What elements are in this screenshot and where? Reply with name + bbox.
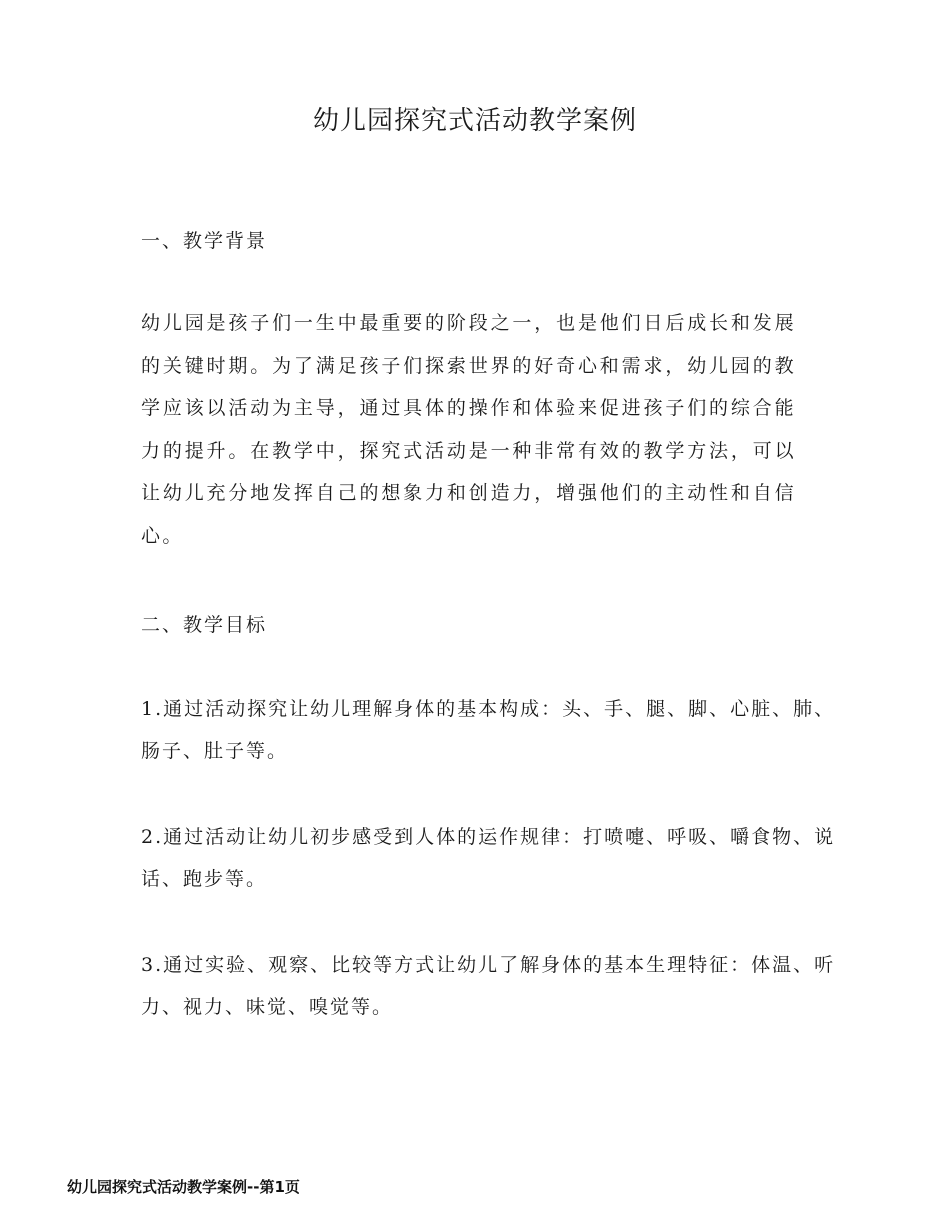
section-heading-objectives: 二、教学目标	[141, 614, 268, 636]
page-footer: 幼儿园探究式活动教学案例--第1页	[67, 1178, 300, 1196]
background-paragraph: 幼儿园是孩子们一生中最重要的阶段之一，也是他们日后成长和发展的关键时期。为了满足孩子们探索世界的好奇心和需求，幼儿园的教学应该以活动为主导，通过具体的操作和体验来促进孩子们的综合能力的提升。在教学中，探究式活动是一种非常有效的教学方法，可以让幼儿充分地发挥自己的想象力和创造力，增强他们的主动性和自信心。	[141, 312, 796, 547]
document-title: 幼儿园探究式活动教学案例	[312, 106, 637, 136]
objective-item-3: 3.通过实验、观察、比较等方式让幼儿了解身体的基本生理特征：体温、听力、视力、味觉、嗅觉等。	[141, 954, 836, 1018]
objective-item-1: 1.通过活动探究让幼儿理解身体的基本构成：头、手、腿、脚、心脏、肺、肠子、肚子等。	[141, 698, 836, 762]
objective-item-2: 2.通过活动让幼儿初步感受到人体的运作规律：打喷嚏、呼吸、嚼食物、说话、跑步等。	[141, 826, 836, 890]
section-heading-background: 一、教学背景	[141, 230, 268, 252]
